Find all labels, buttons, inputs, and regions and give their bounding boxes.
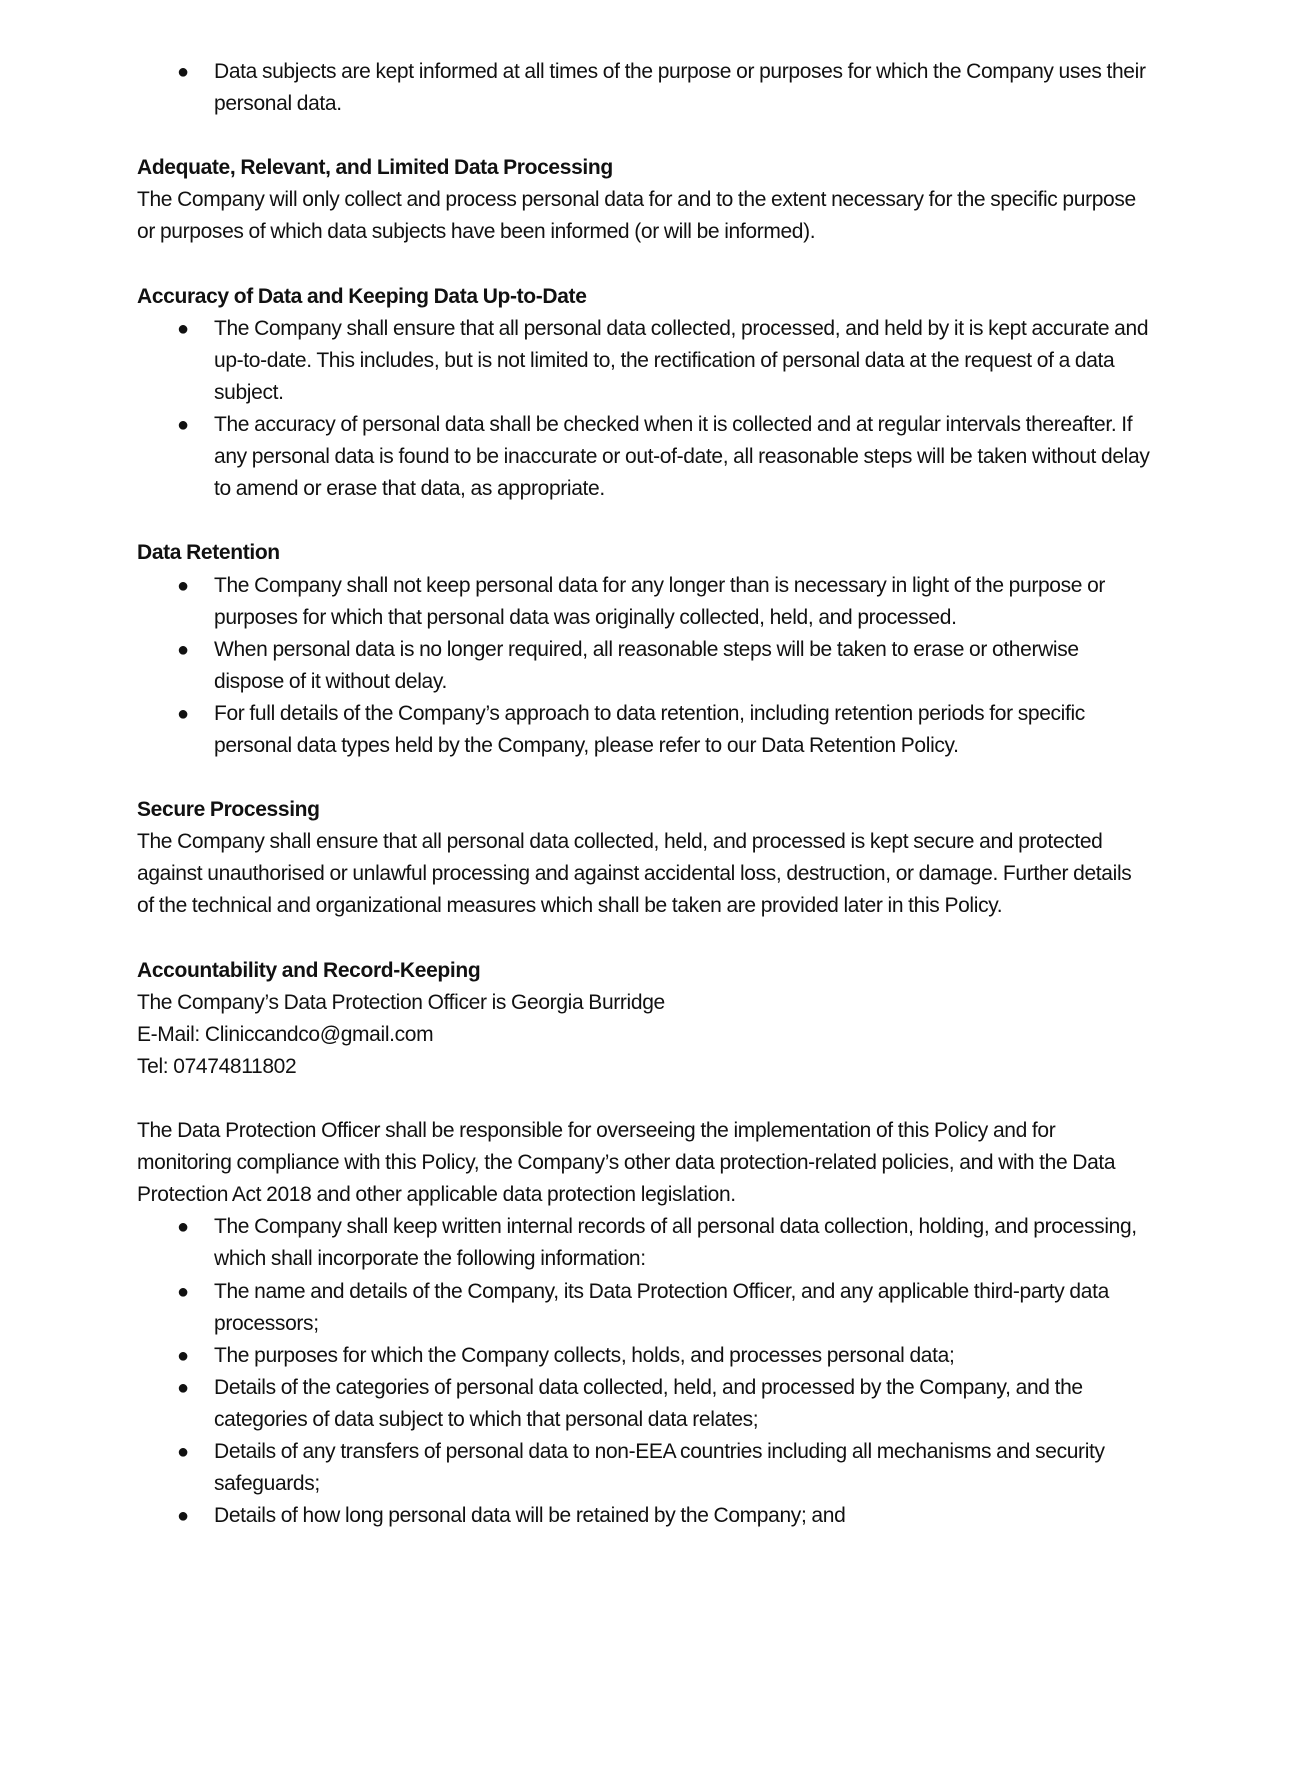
bullet-list (137, 1211, 1150, 1532)
list-item-text: The Company shall ensure that all personal data collected, processed, and held by it is kept accurate and up-to-date. This includes, but is not limited to, the rectification of personal data at the request of a data subject. (214, 316, 1149, 404)
bullet-list (137, 570, 1150, 763)
list-item (137, 1276, 1150, 1340)
list-item-text: Data subjects are kept informed at all times of the purpose or purposes for which the Company uses their personal data. (214, 60, 1146, 116)
intro-bullet-list (137, 56, 1150, 120)
section-heading: Accountability and Record-Keeping (137, 958, 481, 982)
bullet-icon: ● (177, 638, 189, 661)
list-item (137, 56, 1150, 120)
list-item-text: Details of how long personal data will be retained by the Company; and (214, 1504, 846, 1528)
list-item (137, 1500, 1150, 1532)
section-paragraph: The Company shall ensure that all personal data collected, held, and processed is kept secure and protected against unauthorised or unlawful processing and against accidental loss, destruction, or damage. Further details of the technical and organizational measures which shall be taken are provided later in this Policy. (137, 830, 1132, 918)
list-item (137, 1340, 1150, 1372)
bullet-icon: ● (177, 1441, 189, 1464)
section-heading: Secure Processing (137, 798, 320, 822)
list-item (137, 1436, 1150, 1500)
bullet-icon: ● (177, 317, 189, 340)
list-item-text: The accuracy of personal data shall be checked when it is collected and at regular intervals thereafter. If any personal data is found to be inaccurate or out-of-date, all reasonable steps will be taken without delay to amend or erase that data, as appropriate. (214, 413, 1150, 501)
bullet-icon: ● (177, 61, 189, 83)
dpo-telephone: Tel: 07474811802 (137, 1054, 297, 1078)
section-heading: Accuracy of Data and Keeping Data Up-to-Date (137, 284, 587, 308)
list-item-text: When personal data is no longer required, all reasonable steps will be taken to erase or otherwise dispose of it without delay. (214, 637, 1079, 693)
section-heading: Adequate, Relevant, and Limited Data Processing (137, 156, 613, 180)
bullet-icon: ● (177, 1376, 189, 1399)
bullet-list (137, 313, 1150, 506)
dpo-name: The Company’s Data Protection Officer is Georgia Burridge (137, 990, 665, 1014)
list-item-text: The Company shall keep written internal records of all personal data collection, holding, and processing, which shall incorporate the following information: (214, 1215, 1137, 1271)
section-paragraph: The Company will only collect and process personal data for and to the extent necessary for the specific purpose or purposes of which data subjects have been informed (or will be informed). (137, 188, 1136, 244)
list-item-text: The Company shall not keep personal data for any longer than is necessary in light of the purpose or purposes for which that personal data was originally collected, held, and processed. (214, 573, 1106, 629)
list-item (137, 698, 1150, 762)
bullet-icon: ● (177, 574, 189, 597)
bullet-icon: ● (177, 702, 189, 725)
list-item-text: Details of the categories of personal data collected, held, and processed by the Company, and the categories of data subject to which that personal data relates; (214, 1375, 1083, 1431)
bullet-icon: ● (177, 414, 189, 437)
list-item (137, 409, 1150, 505)
list-item (137, 1372, 1150, 1436)
bullet-icon: ● (177, 1505, 189, 1528)
list-item (137, 313, 1150, 409)
dpo-email: E-Mail: Cliniccandco@gmail.com (137, 1022, 434, 1046)
bullet-icon: ● (177, 1216, 189, 1239)
list-item (137, 570, 1150, 634)
list-item-text: For full details of the Company’s approach to data retention, including retention periods for specific personal data types held by the Company, please refer to our Data Retention Policy. (214, 701, 1085, 757)
list-item (137, 634, 1150, 698)
list-item-text: Details of any transfers of personal data to non-EEA countries including all mechanisms and security safeguards; (214, 1440, 1105, 1496)
bullet-icon: ● (177, 1280, 189, 1303)
list-item (137, 1211, 1150, 1275)
list-item-text: The purposes for which the Company collects, holds, and processes personal data; (214, 1343, 955, 1367)
section-paragraph: The Data Protection Officer shall be responsible for overseeing the implementation of this Policy and for monitoring compliance with this Policy, the Company’s other data protection-related policies, and with the Data Protection Act 2018 and other applicable data protection legislation. (137, 1119, 1116, 1207)
bullet-icon: ● (177, 1344, 189, 1367)
list-item-text: The name and details of the Company, its Data Protection Officer, and any applicable third-party data processors; (214, 1279, 1109, 1335)
section-heading: Data Retention (137, 541, 280, 565)
